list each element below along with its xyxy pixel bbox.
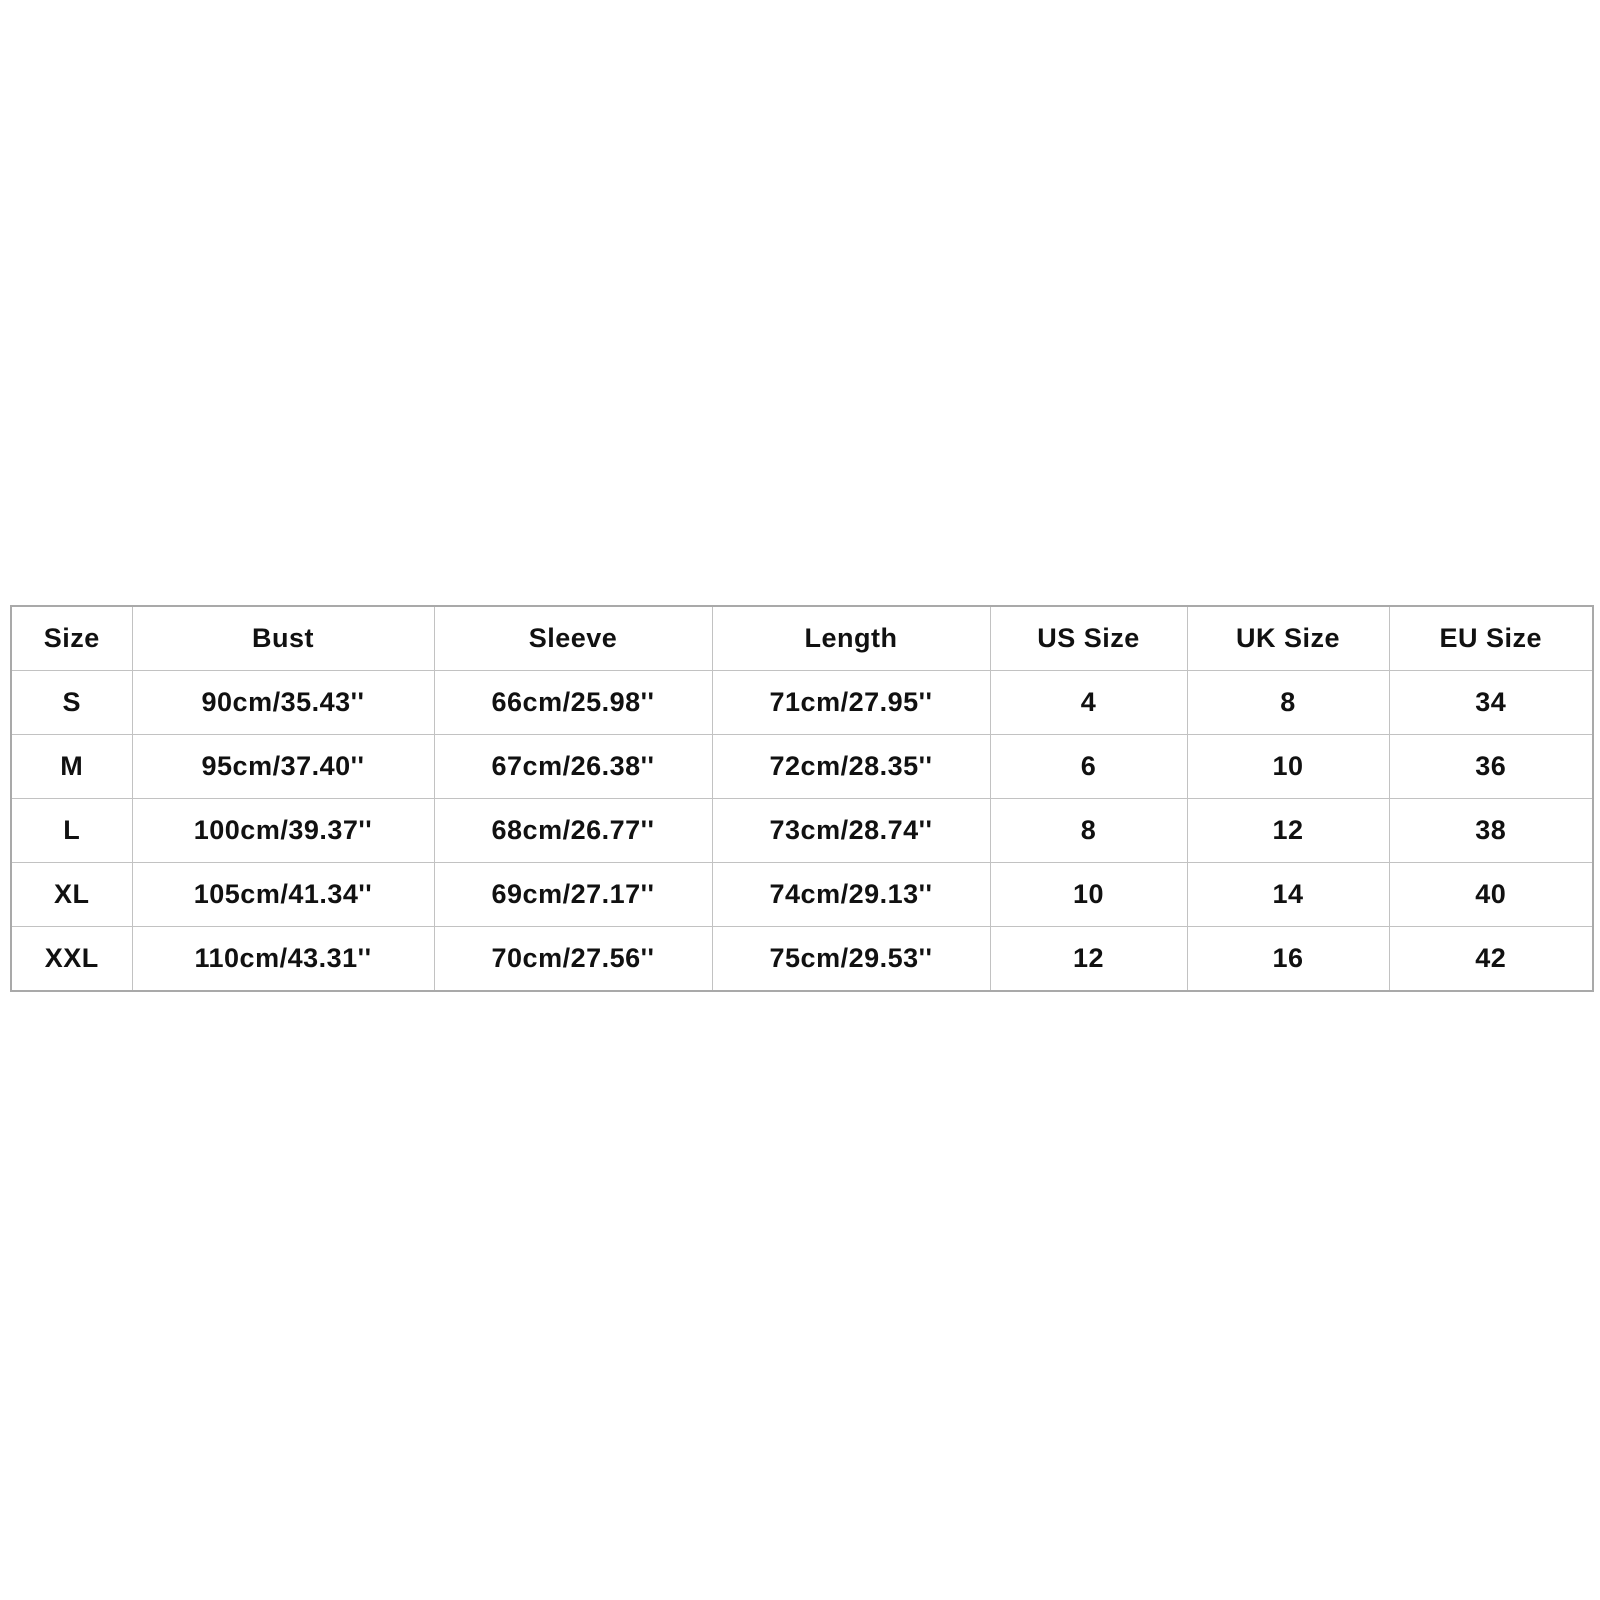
cell-sleeve: 67cm/26.38'' [434, 735, 712, 799]
cell-uk-size: 14 [1187, 863, 1389, 927]
cell-uk-size: 10 [1187, 735, 1389, 799]
cell-length: 71cm/27.95'' [712, 671, 990, 735]
cell-size: M [11, 735, 132, 799]
cell-uk-size: 12 [1187, 799, 1389, 863]
cell-bust: 95cm/37.40'' [132, 735, 434, 799]
column-header-us-size: US Size [990, 606, 1187, 671]
cell-length: 73cm/28.74'' [712, 799, 990, 863]
column-header-sleeve: Sleeve [434, 606, 712, 671]
column-header-eu-size: EU Size [1389, 606, 1593, 671]
cell-us-size: 4 [990, 671, 1187, 735]
cell-sleeve: 68cm/26.77'' [434, 799, 712, 863]
cell-bust: 105cm/41.34'' [132, 863, 434, 927]
cell-length: 75cm/29.53'' [712, 927, 990, 992]
cell-eu-size: 36 [1389, 735, 1593, 799]
cell-uk-size: 8 [1187, 671, 1389, 735]
cell-sleeve: 70cm/27.56'' [434, 927, 712, 992]
cell-size: L [11, 799, 132, 863]
cell-size: S [11, 671, 132, 735]
table-row [11, 799, 1593, 863]
column-header-uk-size: UK Size [1187, 606, 1389, 671]
column-header-length: Length [712, 606, 990, 671]
cell-uk-size: 16 [1187, 927, 1389, 992]
cell-us-size: 8 [990, 799, 1187, 863]
table-row [11, 927, 1593, 992]
cell-us-size: 6 [990, 735, 1187, 799]
cell-us-size: 12 [990, 927, 1187, 992]
cell-bust: 90cm/35.43'' [132, 671, 434, 735]
table-header-row [11, 606, 1593, 671]
cell-bust: 100cm/39.37'' [132, 799, 434, 863]
cell-length: 72cm/28.35'' [712, 735, 990, 799]
cell-us-size: 10 [990, 863, 1187, 927]
cell-eu-size: 38 [1389, 799, 1593, 863]
cell-length: 74cm/29.13'' [712, 863, 990, 927]
cell-eu-size: 34 [1389, 671, 1593, 735]
cell-size: XXL [11, 927, 132, 992]
column-header-size: Size [11, 606, 132, 671]
cell-size: XL [11, 863, 132, 927]
column-header-bust: Bust [132, 606, 434, 671]
size-chart-table [10, 605, 1594, 992]
cell-eu-size: 40 [1389, 863, 1593, 927]
table-row [11, 863, 1593, 927]
cell-bust: 110cm/43.31'' [132, 927, 434, 992]
cell-sleeve: 66cm/25.98'' [434, 671, 712, 735]
cell-sleeve: 69cm/27.17'' [434, 863, 712, 927]
table-row [11, 735, 1593, 799]
table-row [11, 671, 1593, 735]
cell-eu-size: 42 [1389, 927, 1593, 992]
